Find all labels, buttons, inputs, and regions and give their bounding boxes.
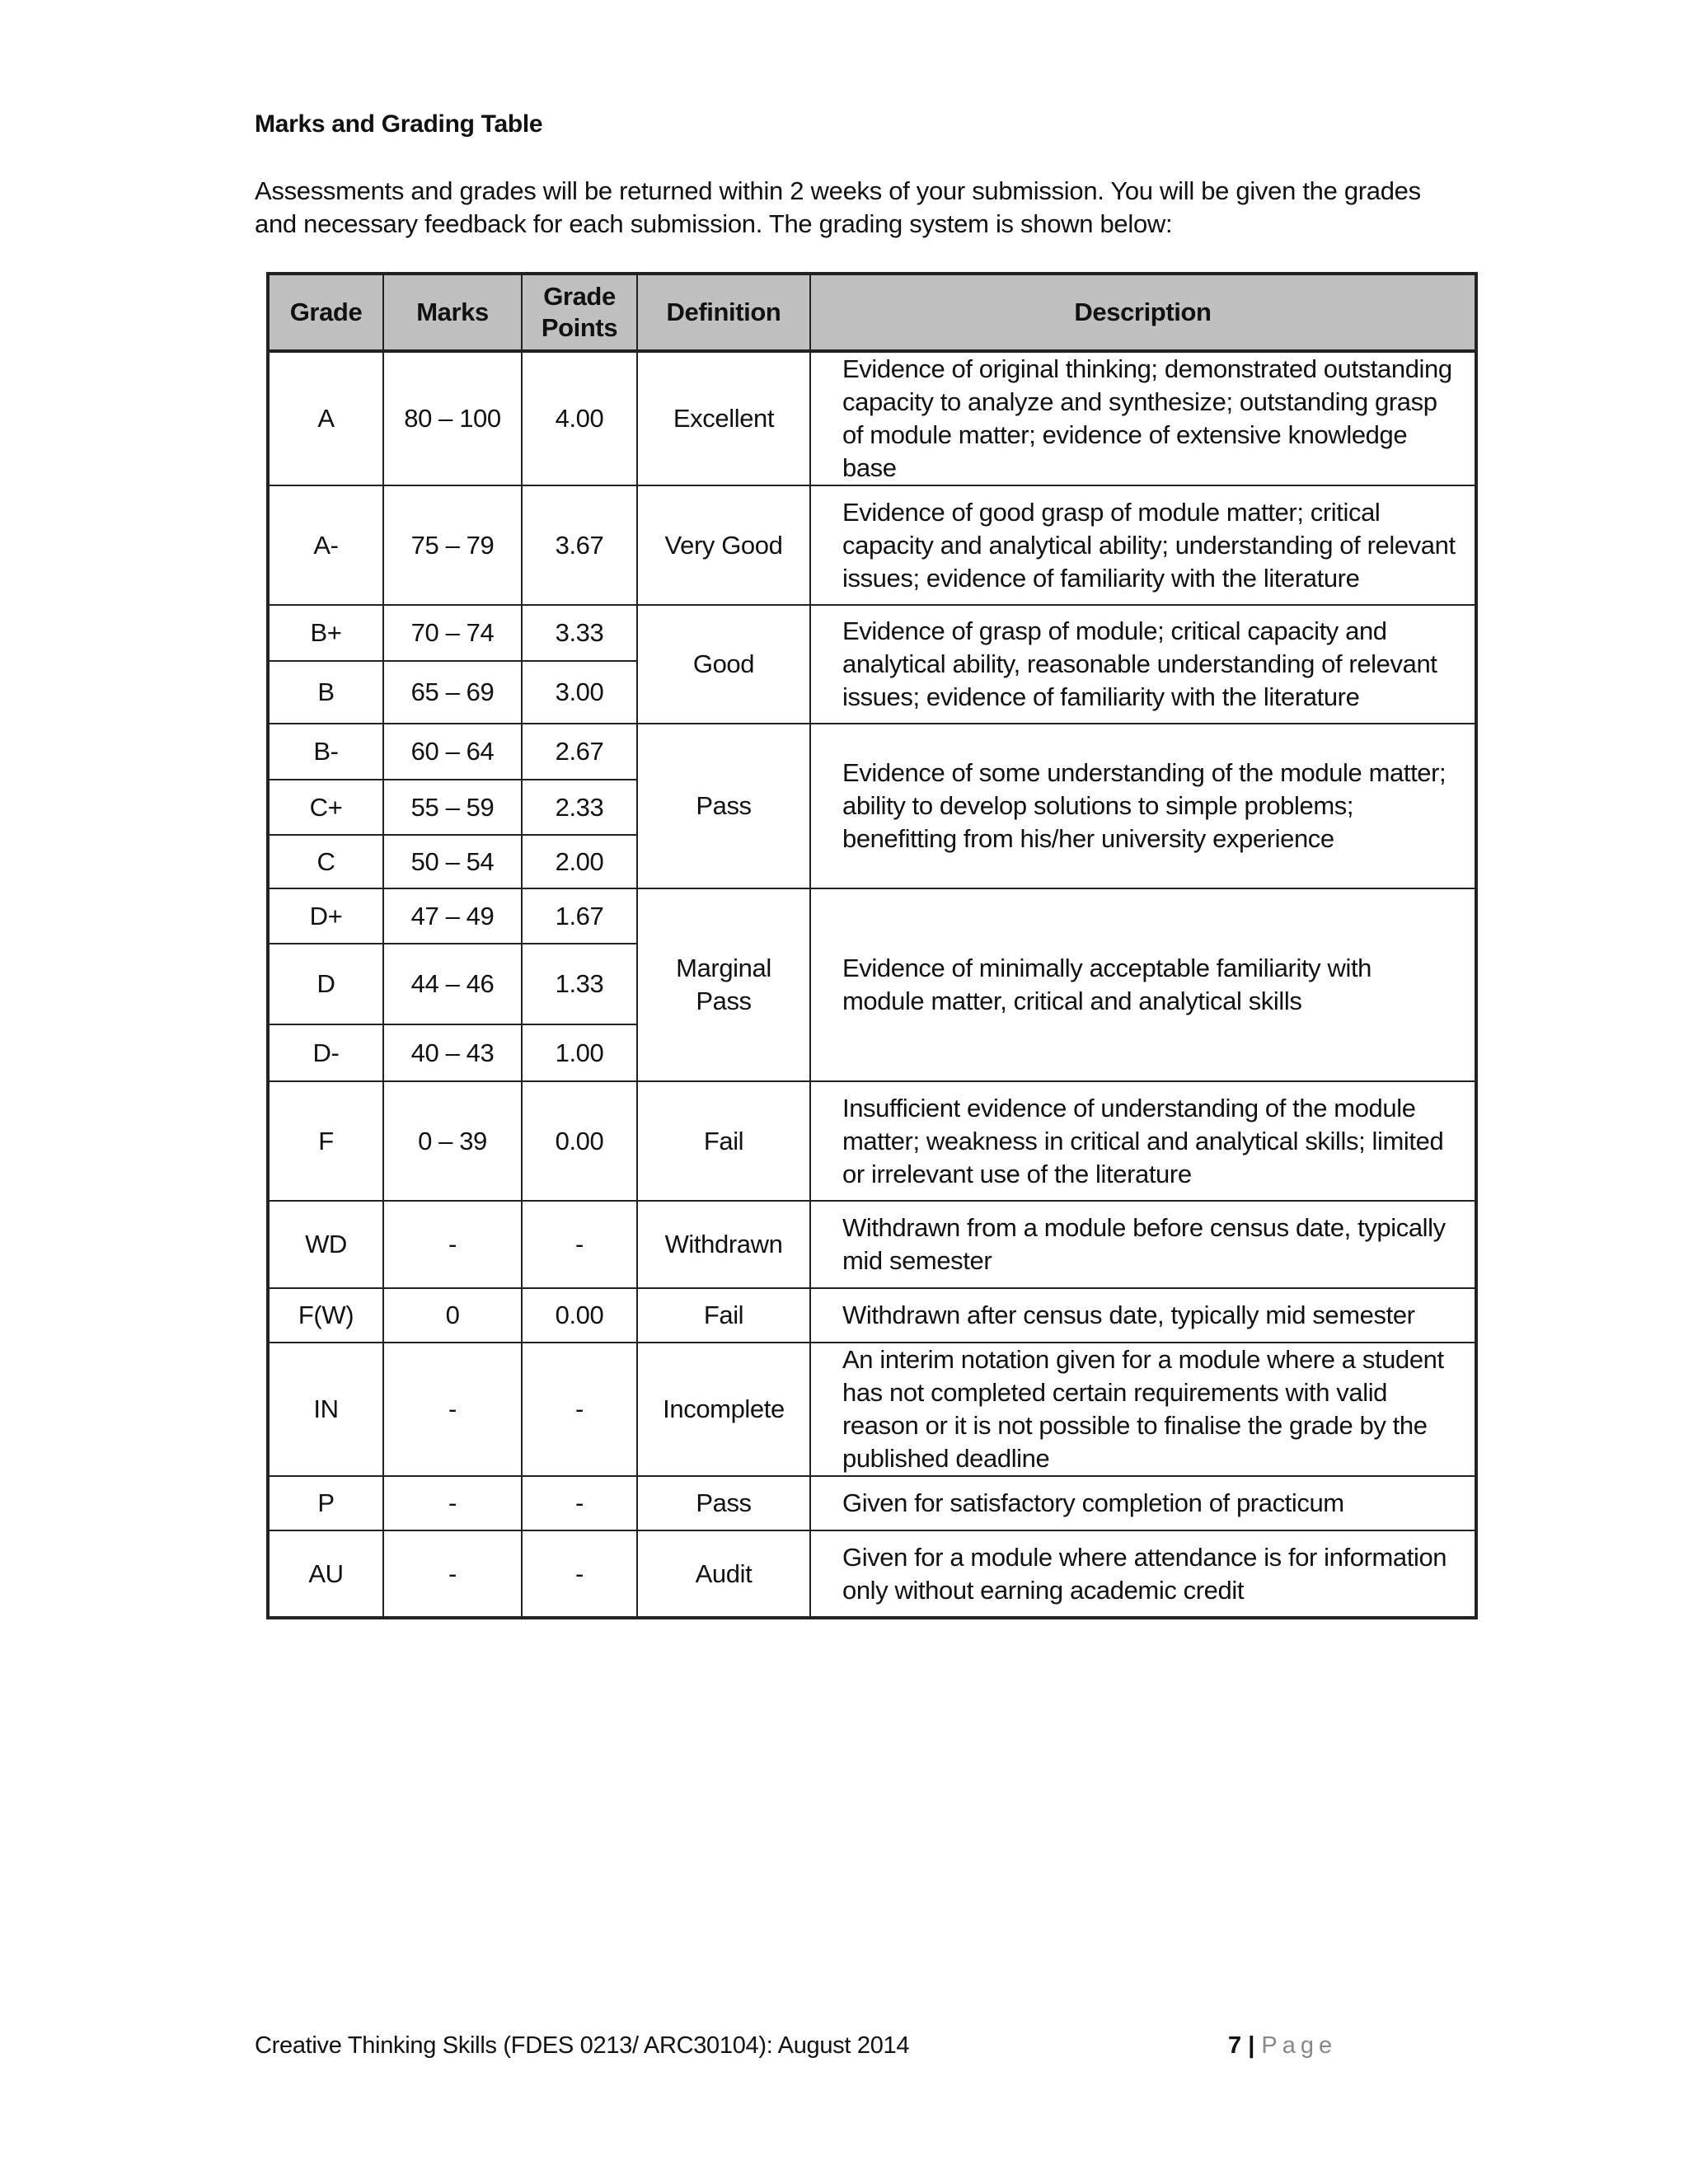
table-row <box>268 1343 1476 1476</box>
grade-cell: D- <box>268 1024 383 1081</box>
grade-cell: F(W) <box>268 1288 383 1343</box>
table-row <box>268 1288 1476 1343</box>
marks-cell: 44 – 46 <box>383 944 522 1024</box>
points-cell: - <box>522 1343 637 1476</box>
table-row <box>268 485 1476 605</box>
definition-cell: Good <box>637 605 810 724</box>
footer-course-info: Creative Thinking Skills (FDES 0213/ ARC30104): August 2014 <box>255 2032 910 2059</box>
description-cell: Evidence of minimally acceptable familiarity with module matter, critical and analytical skills <box>810 888 1476 1081</box>
points-cell: - <box>522 1530 637 1618</box>
table-row <box>268 1530 1476 1618</box>
marks-cell: 50 – 54 <box>383 835 522 888</box>
marks-cell: - <box>383 1343 522 1476</box>
grade-cell: F <box>268 1081 383 1201</box>
grade-cell: P <box>268 1476 383 1530</box>
points-cell: 1.33 <box>522 944 637 1024</box>
grade-cell: WD <box>268 1201 383 1288</box>
marks-cell: 0 <box>383 1288 522 1343</box>
header-description: Description <box>810 274 1476 351</box>
description-cell: Given for satisfactory completion of practicum <box>810 1476 1476 1530</box>
marks-cell: 40 – 43 <box>383 1024 522 1081</box>
definition-cell: Fail <box>637 1288 810 1343</box>
points-cell: 0.00 <box>522 1081 637 1201</box>
points-cell: 3.00 <box>522 661 637 724</box>
table-row <box>268 1201 1476 1288</box>
grade-cell: C+ <box>268 780 383 835</box>
grade-cell: IN <box>268 1343 383 1476</box>
marks-cell: - <box>383 1201 522 1288</box>
points-cell: - <box>522 1476 637 1530</box>
footer-page-number <box>1228 2032 1337 2060</box>
definition-cell: Fail <box>637 1081 810 1201</box>
points-cell: 1.00 <box>522 1024 637 1081</box>
definition-cell: Audit <box>637 1530 810 1618</box>
table-header-row <box>268 274 1476 351</box>
definition-cell: Pass <box>637 724 810 888</box>
marks-cell: - <box>383 1530 522 1618</box>
marks-cell: 55 – 59 <box>383 780 522 835</box>
definition-cell: Incomplete <box>637 1343 810 1476</box>
grade-cell: B <box>268 661 383 724</box>
marks-cell: 75 – 79 <box>383 485 522 605</box>
points-cell: - <box>522 1201 637 1288</box>
marks-cell: 0 – 39 <box>383 1081 522 1201</box>
table-row <box>268 351 1476 485</box>
points-cell: 0.00 <box>522 1288 637 1343</box>
points-cell: 4.00 <box>522 351 637 485</box>
grade-cell: C <box>268 835 383 888</box>
points-cell: 2.67 <box>522 724 637 780</box>
definition-cell: Withdrawn <box>637 1201 810 1288</box>
description-cell: Evidence of good grasp of module matter; critical capacity and analytical ability; understanding of relevant issues; evidence of familiarity with the literature <box>810 485 1476 605</box>
description-cell: Withdrawn after census date, typically mid semester <box>810 1288 1476 1343</box>
grade-cell: D+ <box>268 888 383 944</box>
grade-cell: A- <box>268 485 383 605</box>
description-cell: Withdrawn from a module before census date, typically mid semester <box>810 1201 1476 1288</box>
points-cell: 2.00 <box>522 835 637 888</box>
grading-table <box>266 272 1478 1619</box>
header-grade: Grade <box>268 274 383 351</box>
grade-cell: D <box>268 944 383 1024</box>
description-cell: Evidence of grasp of module; critical capacity and analytical ability, reasonable understanding of relevant issues; evidence of familiarity with the literature <box>810 605 1476 724</box>
description-cell: Insufficient evidence of understanding of the module matter; weakness in critical and analytical skills; limited or irrelevant use of the literature <box>810 1081 1476 1201</box>
page-title: Marks and Grading Table <box>255 110 543 138</box>
marks-cell: 47 – 49 <box>383 888 522 944</box>
grade-cell: B+ <box>268 605 383 661</box>
marks-cell: 80 – 100 <box>383 351 522 485</box>
table-row <box>268 888 1476 944</box>
definition-cell: Excellent <box>637 351 810 485</box>
intro-line: and necessary feedback for each submission. The grading system is shown below: <box>255 209 1173 238</box>
grade-cell: B- <box>268 724 383 780</box>
header-grade-points: Grade Points <box>522 274 637 351</box>
table-row <box>268 724 1476 780</box>
definition-cell: Very Good <box>637 485 810 605</box>
table-row <box>268 605 1476 661</box>
page-label: Page <box>1261 2032 1338 2059</box>
points-cell: 3.67 <box>522 485 637 605</box>
intro-paragraph <box>255 175 1458 241</box>
definition-cell: Pass <box>637 1476 810 1530</box>
marks-cell: 70 – 74 <box>383 605 522 661</box>
marks-cell: 60 – 64 <box>383 724 522 780</box>
description-cell: Evidence of some understanding of the module matter; ability to develop solutions to simple problems; benefitting from his/her university experience <box>810 724 1476 888</box>
page-number: 7 <box>1228 2032 1242 2059</box>
definition-cell: Marginal Pass <box>637 888 810 1081</box>
marks-cell: 65 – 69 <box>383 661 522 724</box>
points-cell: 2.33 <box>522 780 637 835</box>
table-row <box>268 1081 1476 1201</box>
description-cell: Given for a module where attendance is for information only without earning academic credit <box>810 1530 1476 1618</box>
marks-cell: - <box>383 1476 522 1530</box>
description-cell: Evidence of original thinking; demonstrated outstanding capacity to analyze and synthesize; outstanding grasp of module matter; evidence of extensive knowledge base <box>810 351 1476 485</box>
description-cell: An interim notation given for a module where a student has not completed certain requirements with valid reason or it is not possible to finalise the grade by the published deadline <box>810 1343 1476 1476</box>
grade-cell: A <box>268 351 383 485</box>
table-row <box>268 1476 1476 1530</box>
grade-cell: AU <box>268 1530 383 1618</box>
points-cell: 3.33 <box>522 605 637 661</box>
header-definition: Definition <box>637 274 810 351</box>
intro-line: Assessments and grades will be returned within 2 weeks of your submission. You will be given the grades <box>255 176 1421 205</box>
page-separator: | <box>1248 2032 1255 2059</box>
points-cell: 1.67 <box>522 888 637 944</box>
header-marks: Marks <box>383 274 522 351</box>
